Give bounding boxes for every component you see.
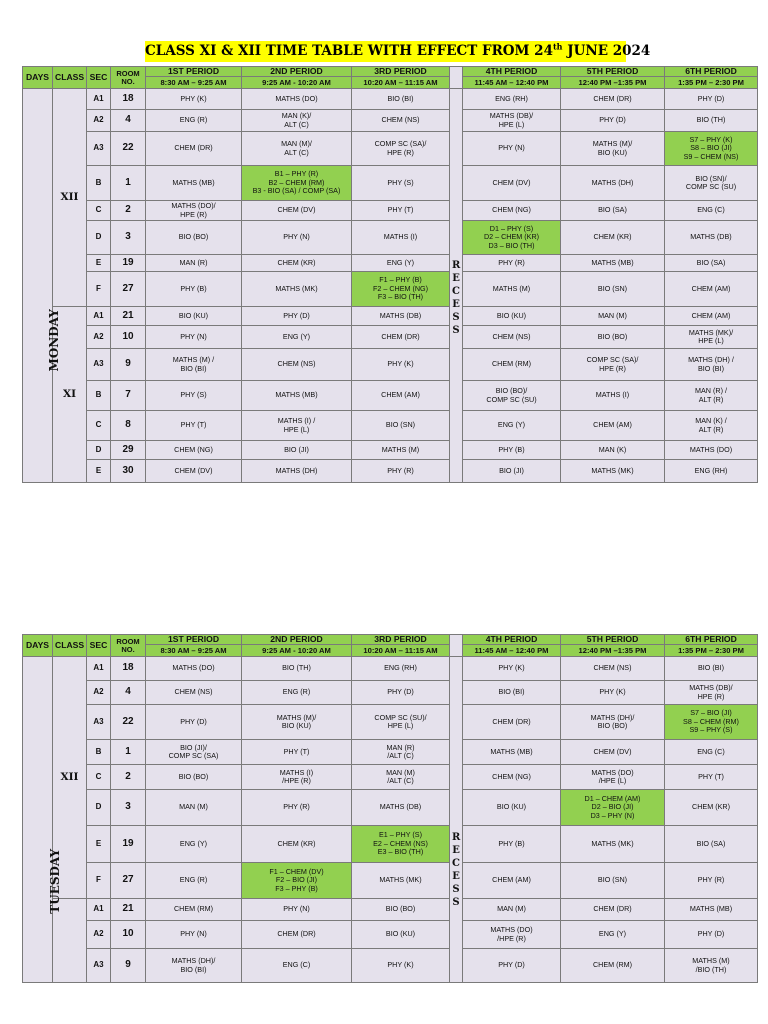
period-cell: BIO (KU) — [146, 307, 242, 326]
period-cell: BIO (TH) — [242, 657, 352, 681]
period-cell: ENG (Y) — [463, 411, 561, 441]
period-cell: D1 – CHEM (AM) D2 – BIO (JI) D3 – PHY (N) — [561, 790, 665, 826]
period-cell: S7 – PHY (K) S8 – BIO (JI) S9 – CHEM (NS) — [665, 132, 758, 166]
period-cell: CHEM (NG) — [463, 201, 561, 221]
section-cell: A1 — [87, 89, 111, 110]
period-cell: MATHS (DO) /HPE (L) — [561, 765, 665, 790]
room-cell: 9 — [111, 949, 146, 983]
period-cell: CHEM (KR) — [242, 826, 352, 863]
table-row — [23, 826, 758, 863]
header-time-4: 11:45 AM – 12:40 PM — [463, 645, 561, 657]
period-cell: MATHS (MK)/ HPE (L) — [665, 326, 758, 349]
period-cell: MATHS (DO) — [665, 441, 758, 460]
period-cell: ENG (R) — [146, 110, 242, 132]
period-cell: MATHS (M) — [352, 441, 450, 460]
period-cell: BIO (SN) — [561, 863, 665, 899]
period-cell: MAN (K) / ALT (R) — [665, 411, 758, 441]
period-cell: MATHS (M) / BIO (BI) — [146, 349, 242, 381]
table-row — [23, 272, 758, 307]
period-cell: MATHS (MK) — [561, 460, 665, 483]
period-cell: PHY (R) — [463, 255, 561, 272]
period-cell: MAN (M)/ ALT (C) — [242, 132, 352, 166]
period-cell: MATHS (MB) — [665, 899, 758, 921]
period-cell: MATHS (DB)/ HPE (L) — [463, 110, 561, 132]
period-cell: BIO (KU) — [463, 307, 561, 326]
period-cell: ENG (RH) — [463, 89, 561, 110]
table-row — [23, 899, 758, 921]
period-cell: BIO (BI) — [665, 657, 758, 681]
period-cell: COMP SC (SU)/ HPE (L) — [352, 705, 450, 740]
table-row — [23, 110, 758, 132]
period-cell: MATHS (M) /BIO (TH) — [665, 949, 758, 983]
period-cell: MATHS (I) — [561, 381, 665, 411]
period-cell: CHEM (AM) — [463, 863, 561, 899]
tuesday-timetable — [22, 634, 758, 983]
header-time-5: 12:40 PM –1:35 PM — [561, 77, 665, 89]
period-cell: BIO (BI) — [352, 89, 450, 110]
period-cell: CHEM (NS) — [242, 349, 352, 381]
section-cell: A2 — [87, 921, 111, 949]
period-cell: CHEM (DR) — [242, 921, 352, 949]
section-cell: A3 — [87, 349, 111, 381]
period-cell: MATHS (MK) — [242, 272, 352, 307]
period-cell: PHY (D) — [561, 110, 665, 132]
period-cell: MATHS (MK) — [352, 863, 450, 899]
period-cell: CHEM (DR) — [561, 899, 665, 921]
period-cell: BIO (SA) — [665, 255, 758, 272]
period-cell: CHEM (DV) — [561, 740, 665, 765]
table-row — [23, 441, 758, 460]
period-cell: MATHS (DH) / BIO (BI) — [665, 349, 758, 381]
header-period-3: 3RD PERIOD — [352, 635, 450, 645]
header-room: ROOM NO. — [111, 635, 146, 657]
period-cell: ENG (RH) — [352, 657, 450, 681]
header-sec: SEC — [87, 635, 111, 657]
period-cell: ENG (R) — [146, 863, 242, 899]
period-cell: MATHS (DO) — [146, 657, 242, 681]
period-cell: ENG (Y) — [242, 326, 352, 349]
period-cell: PHY (D) — [352, 681, 450, 705]
header-row — [23, 635, 758, 645]
header-class: CLASS — [53, 635, 87, 657]
period-cell: BIO (KU) — [463, 790, 561, 826]
table-row — [23, 949, 758, 983]
section-cell: F — [87, 863, 111, 899]
header-period-4: 4TH PERIOD — [463, 67, 561, 77]
period-cell: MAN (R) — [146, 255, 242, 272]
header-period-6: 6TH PERIOD — [665, 635, 758, 645]
period-cell: MAN (K)/ ALT (C) — [242, 110, 352, 132]
header-class: CLASS — [53, 67, 87, 89]
period-cell: PHY (K) — [352, 949, 450, 983]
room-cell: 4 — [111, 110, 146, 132]
class-label: XII — [53, 657, 87, 899]
table-row — [23, 790, 758, 826]
period-cell: BIO (TH) — [665, 110, 758, 132]
period-cell: MATHS (DB) — [665, 221, 758, 255]
period-cell: MATHS (I) /HPE (R) — [242, 765, 352, 790]
table-row — [23, 863, 758, 899]
period-cell: PHY (N) — [242, 221, 352, 255]
period-cell: BIO (BO) — [561, 326, 665, 349]
header-time-3: 10:20 AM – 11:15 AM — [352, 645, 450, 657]
period-cell: PHY (N) — [146, 921, 242, 949]
table-row — [23, 89, 758, 110]
period-cell: F1 – CHEM (DV) F2 – BIO (JI) F3 – PHY (B) — [242, 863, 352, 899]
room-cell: 3 — [111, 790, 146, 826]
period-cell: MATHS (MB) — [242, 381, 352, 411]
period-cell: MATHS (DB) — [352, 307, 450, 326]
period-cell: MAN (M) — [146, 790, 242, 826]
table-row — [23, 381, 758, 411]
period-cell: CHEM (DR) — [561, 89, 665, 110]
period-cell: PHY (D) — [665, 921, 758, 949]
period-cell: COMP SC (SA)/ HPE (R) — [352, 132, 450, 166]
section-cell: A3 — [87, 132, 111, 166]
header-time-2: 9:25 AM - 10:20 AM — [242, 645, 352, 657]
period-cell: ENG (C) — [665, 740, 758, 765]
period-cell: PHY (R) — [665, 863, 758, 899]
table-row — [23, 166, 758, 201]
header-room: ROOM NO. — [111, 67, 146, 89]
header-sec: SEC — [87, 67, 111, 89]
recess-text: RECESS — [452, 260, 461, 336]
recess-column — [450, 657, 463, 983]
section-cell: B — [87, 166, 111, 201]
section-cell: A2 — [87, 681, 111, 705]
header-time-2: 9:25 AM - 10:20 AM — [242, 77, 352, 89]
period-cell: CHEM (NG) — [146, 441, 242, 460]
period-cell: CHEM (NG) — [463, 765, 561, 790]
room-cell: 3 — [111, 221, 146, 255]
period-cell: ENG (C) — [242, 949, 352, 983]
period-cell: BIO (SN)/ COMP SC (SU) — [665, 166, 758, 201]
header-time-3: 10:20 AM – 11:15 AM — [352, 77, 450, 89]
period-cell: MATHS (I) / HPE (L) — [242, 411, 352, 441]
header-time-6: 1:35 PM – 2:30 PM — [665, 77, 758, 89]
period-cell: MATHS (DO)/ HPE (R) — [146, 201, 242, 221]
period-cell: CHEM (KR) — [665, 790, 758, 826]
period-cell: ENG (R) — [242, 681, 352, 705]
header-time-5: 12:40 PM –1:35 PM — [561, 645, 665, 657]
section-cell: A1 — [87, 307, 111, 326]
period-cell: PHY (S) — [352, 166, 450, 201]
period-cell: PHY (K) — [561, 681, 665, 705]
period-cell: CHEM (NS) — [146, 681, 242, 705]
room-cell: 4 — [111, 681, 146, 705]
period-cell: MATHS (I) — [352, 221, 450, 255]
header-time-1: 8:30 AM – 9:25 AM — [146, 77, 242, 89]
period-cell: COMP SC (SA)/ HPE (R) — [561, 349, 665, 381]
monday-timetable — [22, 66, 758, 483]
table-row — [23, 740, 758, 765]
period-cell: CHEM (RM) — [146, 899, 242, 921]
period-cell: CHEM (AM) — [665, 307, 758, 326]
period-cell: MATHS (DO) /HPE (R) — [463, 921, 561, 949]
period-cell: CHEM (AM) — [665, 272, 758, 307]
section-cell: E — [87, 460, 111, 483]
section-cell: A3 — [87, 949, 111, 983]
period-cell: BIO (KU) — [352, 921, 450, 949]
period-cell: CHEM (KR) — [242, 255, 352, 272]
section-cell: B — [87, 381, 111, 411]
period-cell: BIO (SN) — [561, 272, 665, 307]
recess-text: RECESS — [452, 832, 461, 908]
header-period-1: 1ST PERIOD — [146, 67, 242, 77]
period-cell: MATHS (MB) — [561, 255, 665, 272]
period-cell: PHY (B) — [463, 826, 561, 863]
period-cell: ENG (Y) — [146, 826, 242, 863]
page-title: CLASS XI & XII TIME TABLE WITH EFFECT FROM 24th JUNE 2024 — [145, 41, 626, 62]
period-cell: MATHS (DH)/ BIO (BO) — [561, 705, 665, 740]
section-cell: A2 — [87, 110, 111, 132]
header-period-5: 5TH PERIOD — [561, 67, 665, 77]
period-cell: PHY (K) — [146, 89, 242, 110]
table-row — [23, 201, 758, 221]
table-row — [23, 681, 758, 705]
room-cell: 27 — [111, 272, 146, 307]
period-cell: MATHS (DH)/ BIO (BI) — [146, 949, 242, 983]
period-cell: CHEM (DR) — [463, 705, 561, 740]
period-cell: PHY (T) — [242, 740, 352, 765]
period-cell: MAN (R) / ALT (R) — [665, 381, 758, 411]
table-row — [23, 349, 758, 381]
header-recess-blank — [450, 635, 463, 657]
period-cell: CHEM (AM) — [561, 411, 665, 441]
header-period-3: 3RD PERIOD — [352, 67, 450, 77]
section-cell: B — [87, 740, 111, 765]
room-cell: 22 — [111, 132, 146, 166]
period-cell: PHY (K) — [463, 657, 561, 681]
room-cell: 30 — [111, 460, 146, 483]
room-cell: 19 — [111, 826, 146, 863]
room-cell: 18 — [111, 89, 146, 110]
period-cell: F1 – PHY (B) F2 – CHEM (NG) F3 – BIO (TH) — [352, 272, 450, 307]
period-cell: MATHS (MB) — [463, 740, 561, 765]
day-label — [23, 89, 61, 483]
period-cell: MAN (M) /ALT (C) — [352, 765, 450, 790]
section-cell: C — [87, 411, 111, 441]
period-cell: ENG (C) — [665, 201, 758, 221]
day-label — [23, 657, 63, 983]
day-text: MONDAY — [46, 309, 61, 372]
period-cell: PHY (R) — [242, 790, 352, 826]
class-label: XII — [53, 89, 87, 307]
period-cell: PHY (D) — [463, 949, 561, 983]
header-time-4: 11:45 AM – 12:40 PM — [463, 77, 561, 89]
period-cell: BIO (SN) — [352, 411, 450, 441]
section-cell: A3 — [87, 705, 111, 740]
header-time-1: 8:30 AM – 9:25 AM — [146, 645, 242, 657]
header-row — [23, 67, 758, 77]
class-label: XI — [53, 307, 87, 483]
room-cell: 18 — [111, 657, 146, 681]
period-cell: MAN (K) — [561, 441, 665, 460]
section-cell: A1 — [87, 899, 111, 921]
room-cell: 2 — [111, 201, 146, 221]
period-cell: PHY (B) — [463, 441, 561, 460]
header-period-5: 5TH PERIOD — [561, 635, 665, 645]
header-days: DAYS — [23, 67, 53, 89]
period-cell: PHY (B) — [146, 272, 242, 307]
period-cell: BIO (BO) — [352, 899, 450, 921]
period-cell: CHEM (DV) — [242, 201, 352, 221]
period-cell: CHEM (NS) — [463, 326, 561, 349]
period-cell: CHEM (DV) — [463, 166, 561, 201]
period-cell: MAN (M) — [463, 899, 561, 921]
period-cell: PHY (T) — [352, 201, 450, 221]
room-cell: 9 — [111, 349, 146, 381]
period-cell: ENG (Y) — [561, 921, 665, 949]
header-period-4: 4TH PERIOD — [463, 635, 561, 645]
header-period-2: 2ND PERIOD — [242, 635, 352, 645]
section-cell: D — [87, 441, 111, 460]
period-cell: MATHS (M) — [463, 272, 561, 307]
period-cell: BIO (BO) — [146, 221, 242, 255]
period-cell: MATHS (DB) — [352, 790, 450, 826]
table-row — [23, 411, 758, 441]
period-cell: MAN (M) — [561, 307, 665, 326]
period-cell: PHY (D) — [665, 89, 758, 110]
section-cell: D — [87, 221, 111, 255]
period-cell: CHEM (DR) — [146, 132, 242, 166]
section-cell: F — [87, 272, 111, 307]
period-cell: PHY (R) — [352, 460, 450, 483]
room-cell: 21 — [111, 307, 146, 326]
period-cell: BIO (BO) — [146, 765, 242, 790]
period-cell: PHY (S) — [146, 381, 242, 411]
period-cell: ENG (Y) — [352, 255, 450, 272]
table-row — [23, 326, 758, 349]
recess-column — [450, 89, 463, 483]
period-cell: CHEM (RM) — [463, 349, 561, 381]
room-cell: 10 — [111, 921, 146, 949]
period-cell: BIO (SA) — [561, 201, 665, 221]
period-cell: BIO (JI) — [463, 460, 561, 483]
period-cell: PHY (K) — [352, 349, 450, 381]
room-cell: 1 — [111, 166, 146, 201]
period-cell: MAN (R) /ALT (C) — [352, 740, 450, 765]
room-cell: 1 — [111, 740, 146, 765]
room-cell: 22 — [111, 705, 146, 740]
section-cell: C — [87, 201, 111, 221]
period-cell: MATHS (MB) — [146, 166, 242, 201]
header-period-6: 6TH PERIOD — [665, 67, 758, 77]
room-cell: 10 — [111, 326, 146, 349]
period-cell: MATHS (DH) — [242, 460, 352, 483]
period-cell: MATHS (DO) — [242, 89, 352, 110]
room-cell: 21 — [111, 899, 146, 921]
header-days: DAYS — [23, 635, 53, 657]
period-cell: PHY (D) — [242, 307, 352, 326]
period-cell: MATHS (DH) — [561, 166, 665, 201]
period-cell: BIO (JI)/ COMP SC (SA) — [146, 740, 242, 765]
period-cell: CHEM (NS) — [352, 110, 450, 132]
period-cell: PHY (N) — [463, 132, 561, 166]
table-row — [23, 307, 758, 326]
period-cell: CHEM (DR) — [352, 326, 450, 349]
section-cell: D — [87, 790, 111, 826]
day-text: TUESDAY — [48, 849, 63, 914]
room-cell: 2 — [111, 765, 146, 790]
section-cell: E — [87, 255, 111, 272]
period-cell: PHY (T) — [146, 411, 242, 441]
header-period-2: 2ND PERIOD — [242, 67, 352, 77]
period-cell: BIO (BO)/ COMP SC (SU) — [463, 381, 561, 411]
period-cell: PHY (N) — [146, 326, 242, 349]
header-period-1: 1ST PERIOD — [146, 635, 242, 645]
period-cell: CHEM (DV) — [146, 460, 242, 483]
table-row — [23, 765, 758, 790]
period-cell: PHY (T) — [665, 765, 758, 790]
room-cell: 19 — [111, 255, 146, 272]
section-cell: C — [87, 765, 111, 790]
period-cell: BIO (SA) — [665, 826, 758, 863]
period-cell: CHEM (AM) — [352, 381, 450, 411]
table-row — [23, 705, 758, 740]
table-row — [23, 255, 758, 272]
period-cell: BIO (BI) — [463, 681, 561, 705]
header-time-6: 1:35 PM – 2:30 PM — [665, 645, 758, 657]
section-cell: E — [87, 826, 111, 863]
period-cell: PHY (D) — [146, 705, 242, 740]
period-cell: E1 – PHY (S) E2 – CHEM (NS) E3 – BIO (TH) — [352, 826, 450, 863]
header-recess-blank — [450, 67, 463, 89]
period-cell: B1 – PHY (R) B2 – CHEM (RM) B3 - BIO (SA) / COMP (SA) — [242, 166, 352, 201]
section-cell: A2 — [87, 326, 111, 349]
table-row — [23, 132, 758, 166]
section-cell: A1 — [87, 657, 111, 681]
period-cell: BIO (JI) — [242, 441, 352, 460]
period-cell: MATHS (M)/ BIO (KU) — [242, 705, 352, 740]
table-row — [23, 657, 758, 681]
table-row — [23, 460, 758, 483]
room-cell: 29 — [111, 441, 146, 460]
room-cell: 7 — [111, 381, 146, 411]
period-cell: CHEM (KR) — [561, 221, 665, 255]
period-cell: CHEM (NS) — [561, 657, 665, 681]
period-cell: MATHS (MK) — [561, 826, 665, 863]
table-row — [23, 921, 758, 949]
room-cell: 27 — [111, 863, 146, 899]
period-cell: PHY (N) — [242, 899, 352, 921]
period-cell: MATHS (DB)/ HPE (R) — [665, 681, 758, 705]
table-row — [23, 221, 758, 255]
period-cell: S7 – BIO (JI) S8 – CHEM (RM) S9 – PHY (S) — [665, 705, 758, 740]
period-cell: MATHS (M)/ BIO (KU) — [561, 132, 665, 166]
period-cell: ENG (RH) — [665, 460, 758, 483]
period-cell: CHEM (RM) — [561, 949, 665, 983]
room-cell: 8 — [111, 411, 146, 441]
period-cell: D1 – PHY (S) D2 – CHEM (KR) D3 – BIO (TH) — [463, 221, 561, 255]
